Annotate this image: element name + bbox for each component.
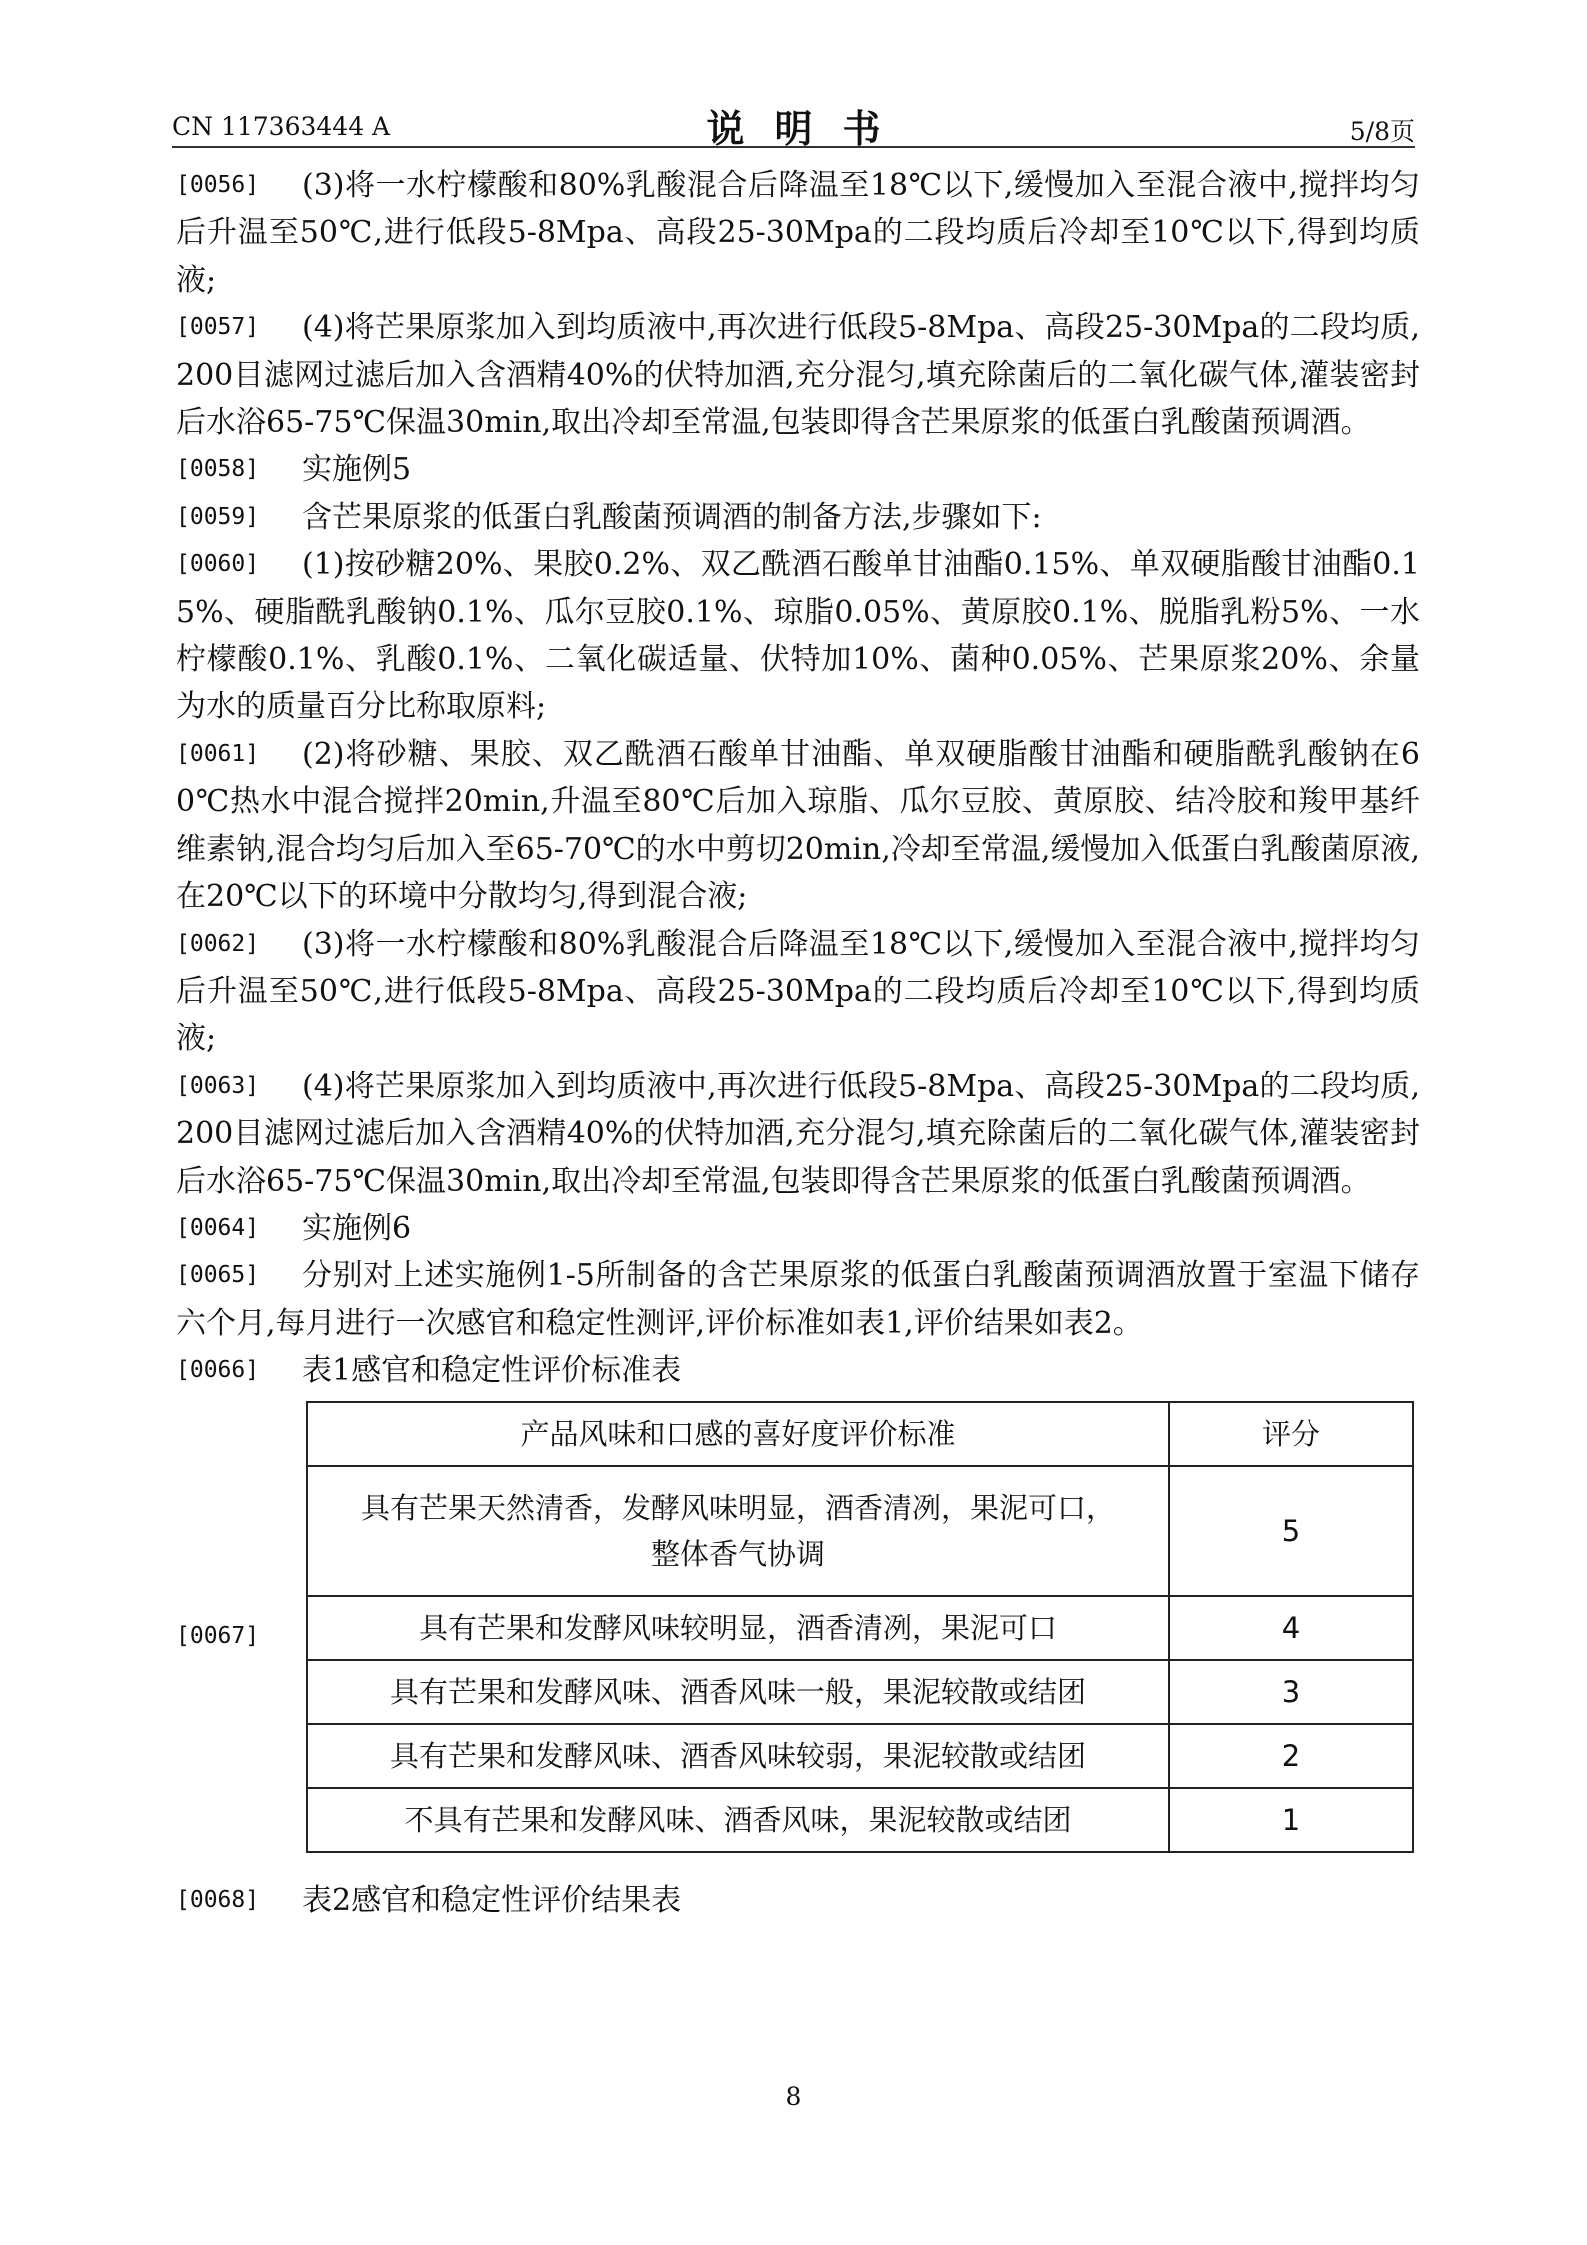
paragraph-text: 实施例6 — [302, 1210, 412, 1246]
paragraph-number: [0060] — [176, 551, 260, 578]
paragraph — [176, 162, 1420, 304]
paragraph-number: [0066] — [176, 1357, 260, 1384]
score-column-header: 评分 — [1169, 1402, 1413, 1466]
paragraph-text: 实施例5 — [302, 452, 412, 488]
paragraph — [176, 921, 1420, 1063]
page-number: 8 — [785, 2082, 802, 2111]
paragraph-text: (2)将砂糖、果胶、双乙酰酒石酸单甘油酯、单双硬脂酸甘油酯和硬脂酰乳酸钠在60℃热水中混合搅拌20min,升温至80℃后加入琼脂、瓜尔豆胶、黄原胶、结冷胶和羧甲基纤维素钠,混合均匀后加入至65-70℃的水中剪切20min,冷却至常温,缓慢加入低蛋白乳酸菌原液,在20℃以下的环境中分散均匀,得到混合液; — [176, 736, 1420, 915]
table-row — [307, 1724, 1413, 1788]
paragraph-text: 表2感官和稳定性评价结果表 — [302, 1882, 682, 1918]
table-row — [307, 1788, 1413, 1852]
document-body — [176, 162, 1420, 1924]
paragraph-text: (3)将一水柠檬酸和80%乳酸混合后降温至18℃以下,缓慢加入至混合液中,搅拌均匀后升温至50℃,进行低段5-8Mpa、高段25-30Mpa的二段均质后冷却至10℃以下,得到均质液; — [176, 168, 1420, 298]
criteria-line: 具有芒果天然清香，发酵风味明显，酒香清冽，果泥可口， — [360, 1490, 1115, 1525]
paragraph-number: [0057] — [176, 314, 260, 341]
evaluation-criteria-table — [306, 1401, 1414, 1853]
table-row — [307, 1596, 1413, 1660]
paragraph-text: 表1感官和稳定性评价标准表 — [302, 1353, 682, 1389]
criteria-cell: 具有芒果和发酵风味、酒香风味一般，果泥较散或结团 — [307, 1660, 1169, 1724]
score-cell: 4 — [1169, 1596, 1413, 1660]
paragraph-text: (3)将一水柠檬酸和80%乳酸混合后降温至18℃以下,缓慢加入至混合液中,搅拌均匀后升温至50℃,进行低段5-8Mpa、高段25-30Mpa的二段均质后冷却至10℃以下,得到均质液; — [176, 926, 1420, 1057]
page-indicator: 5/8页 — [1349, 117, 1415, 146]
paragraph-number: [0067] — [176, 1622, 260, 1649]
table-row — [307, 1466, 1413, 1596]
paragraph-text: (4)将芒果原浆加入到均质液中,再次进行低段5-8Mpa、高段25-30Mpa的二段均质,200目滤网过滤后加入含酒精40%的伏特加酒,充分混匀,填充除菌后的二氧化碳气体,灌装密封后水浴65-75℃保温30min,取出冷却至常温,包装即得含芒果原浆的低蛋白乳酸菌预调酒。 — [176, 1068, 1420, 1199]
paragraph-text: (4)将芒果原浆加入到均质液中,再次进行低段5-8Mpa、高段25-30Mpa的二段均质,200目滤网过滤后加入含酒精40%的伏特加酒,充分混匀,填充除菌后的二氧化碳气体,灌装密封后水浴65-75℃保温30min,取出冷却至常温,包装即得含芒果原浆的低蛋白乳酸菌预调酒。 — [176, 310, 1420, 441]
paragraph — [176, 1252, 1420, 1347]
score-cell: 5 — [1169, 1466, 1413, 1596]
paragraph — [176, 1877, 1420, 1924]
paragraph-number: [0063] — [176, 1072, 260, 1099]
paragraph — [176, 304, 1420, 446]
paragraph — [176, 541, 1420, 731]
paragraph-text: 分别对上述实施例1-5所制备的含芒果原浆的低蛋白乳酸菌预调酒放置于室温下储存六个月,每月进行一次感官和稳定性测评,评价标准如表1,评价结果如表2。 — [176, 1258, 1420, 1341]
score-cell: 1 — [1169, 1788, 1413, 1852]
criteria-line: 整体香气协调 — [650, 1536, 825, 1571]
criteria-cell — [307, 1466, 1169, 1596]
score-cell: 3 — [1169, 1660, 1413, 1724]
criteria-cell: 不具有芒果和发酵风味、酒香风味，果泥较散或结团 — [307, 1788, 1169, 1852]
criteria-cell: 具有芒果和发酵风味较明显，酒香清冽，果泥可口 — [307, 1596, 1169, 1660]
paragraph — [176, 731, 1420, 921]
paragraph — [176, 1205, 1420, 1252]
paragraph-number: [0064] — [176, 1214, 260, 1241]
paragraph — [176, 1063, 1420, 1205]
paragraph-number: [0059] — [176, 503, 260, 530]
paragraph — [176, 446, 1420, 493]
header-rule — [172, 146, 1415, 148]
paragraph — [176, 494, 1420, 541]
table-row — [307, 1660, 1413, 1724]
page-header — [172, 98, 1415, 158]
paragraph-number: [0068] — [176, 1886, 260, 1913]
table-header-row — [307, 1402, 1413, 1466]
document-title: 说明书 — [706, 106, 911, 151]
paragraph-number: [0058] — [176, 456, 260, 483]
criteria-column-header: 产品风味和口感的喜好度评价标准 — [307, 1402, 1169, 1466]
paragraph-number: [0062] — [176, 930, 260, 957]
paragraph-number: [0065] — [176, 1262, 260, 1289]
document-number: CN 117363444 A — [172, 112, 391, 141]
paragraph-number: [0061] — [176, 740, 260, 767]
table-1-block — [176, 1401, 1420, 1877]
paragraph-text: 含芒果原浆的低蛋白乳酸菌预调酒的制备方法,步骤如下: — [302, 499, 1042, 535]
paragraph — [176, 1347, 1420, 1394]
paragraph-text: (1)按砂糖20%、果胶0.2%、双乙酰酒石酸单甘油酯0.15%、单双硬脂酸甘油酯0.15%、硬脂酰乳酸钠0.1%、瓜尔豆胶0.1%、琼脂0.05%、黄原胶0.1%、脱脂乳粉5%、一水柠檬酸0.1%、乳酸0.1%、二氧化碳适量、伏特加10%、菌种0.05%、芒果原浆20%、余量为水的质量百分比称取原料; — [176, 547, 1420, 725]
paragraph-number: [0056] — [176, 172, 260, 198]
criteria-cell: 具有芒果和发酵风味、酒香风味较弱，果泥较散或结团 — [307, 1724, 1169, 1788]
score-cell: 2 — [1169, 1724, 1413, 1788]
